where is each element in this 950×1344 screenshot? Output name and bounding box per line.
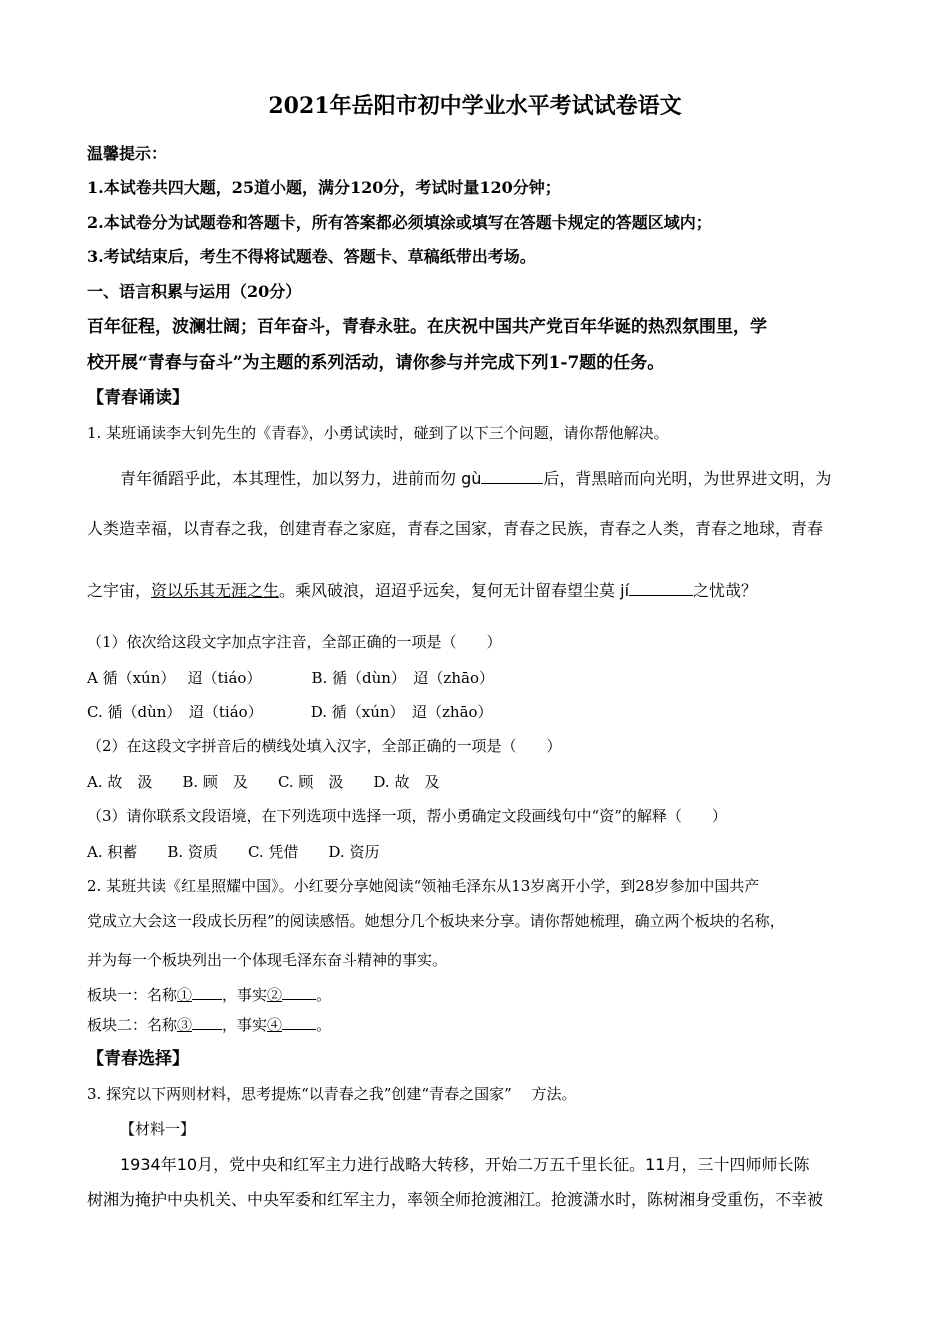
option-a: A 循（xún） 迢（tiáo） [87, 669, 262, 687]
part-heading-choice: 【青春选择】 [87, 1049, 189, 1069]
notice-item-1: 1.本试卷共四大题，25道小题，满分120分，考试时量120分钟； [87, 178, 561, 197]
sub-question-1-options-row-1 [87, 667, 494, 689]
sub-question-3-options [87, 841, 379, 863]
option-b: B. 循（dùn） 迢（zhāo） [311, 669, 494, 687]
section-heading: 一、语言积累与运用（20分） [87, 282, 302, 301]
option-a: A. 积蓄 [87, 843, 138, 861]
pinyin-blank-2 [629, 581, 693, 596]
passage-text: 后，背黑暗而向光明，为世界进文明，为 [543, 469, 832, 488]
block-text: ，事实 [222, 986, 268, 1004]
answer-number-4: ④ [267, 1016, 283, 1034]
block-2-answer-line [87, 1014, 331, 1036]
answer-blank-4 [282, 1015, 316, 1030]
block-end: 。 [316, 986, 332, 1004]
sub-question-2-options [87, 771, 439, 793]
passage-text: 之忧哉？ [693, 581, 758, 600]
part-heading-reading: 【青春诵读】 [87, 388, 189, 408]
material-1-label: 【材料一】 [120, 1120, 196, 1138]
block-label: 板块一：名称 [87, 986, 178, 1004]
material-1-line-2: 树湘为掩护中央机关、中央军委和红军主力，率领全师抢渡湘江。抢渡潇水时，陈树湘身受重伤，不幸被 [87, 1190, 824, 1209]
option-d: D. 资历 [328, 843, 380, 861]
underlined-sentence: 资以乐其无涯之生 [151, 581, 280, 600]
question-3-stem: 3. 探究以下两则材料，思考提炼“以青春之我”创建“青春之国家” 方法。 [87, 1085, 577, 1103]
block-1-answer-line [87, 984, 331, 1006]
answer-number-2: ② [267, 986, 283, 1004]
answer-blank-3 [192, 1015, 222, 1030]
passage-text: 之宇宙， [87, 581, 152, 600]
block-text: ，事实 [222, 1016, 268, 1034]
option-c: C. 顾 汲 [277, 773, 344, 791]
option-c: C. 循（dùn） 迢（tiáo） [87, 703, 263, 721]
exam-title: 2021年岳阳市初中学业水平考试试卷语文 [268, 93, 682, 119]
notice-item-3: 3.考试结束后，考生不得将试题卷、答题卡、草稿纸带出考场。 [87, 247, 536, 266]
question-2-line-1: 2. 某班共读《红星照耀中国》。小红要分享她阅读“领袖毛泽东从13岁离开小学，到28岁参加中国共产 [87, 877, 760, 895]
block-label: 板块二：名称 [87, 1016, 178, 1034]
block-end: 。 [316, 1016, 332, 1034]
answer-number-1: ① [177, 986, 193, 1004]
sub-question-1: （1）依次给这段文字加点字注音，全部正确的一项是（ ） [87, 633, 502, 651]
question-1-stem: 1. 某班诵读李大钊先生的《青春》，小勇试读时，碰到了以下三个问题，请你帮他解决。 [87, 424, 669, 442]
passage-line-2: 人类造幸福，以青春之我，创建青春之家庭，青春之国家，青春之民族，青春之人类，青春之地球，青春 [87, 519, 824, 538]
question-2-line-3: 并为每一个板块列出一个体现毛泽东奋斗精神的事实。 [87, 951, 448, 969]
sub-question-1-options-row-2 [87, 701, 493, 723]
answer-blank-2 [282, 985, 316, 1000]
option-b: B. 资质 [167, 843, 218, 861]
section-intro-line-2: 校开展“青春与奋斗”为主题的系列活动，请你参与并完成下列1-7题的任务。 [87, 353, 665, 373]
pinyin-blank-1 [481, 469, 543, 484]
passage-text: 青年循蹈乎此，本其理性，加以努力，进前而勿 gù [120, 469, 482, 488]
option-c: C. 凭借 [247, 843, 299, 861]
option-d: D. 循（xún） 迢（zhāo） [310, 703, 493, 721]
section-intro-line-1: 百年征程，波澜壮阔；百年奋斗，青春永驻。在庆祝中国共产党百年华诞的热烈氛围里，学 [87, 317, 767, 337]
question-2-line-2: 党成立大会这一段成长历程”的阅读感悟。她想分几个板块来分享。请你帮她梳理，确立两个板块的名称， [87, 912, 785, 930]
passage-line-3 [87, 580, 757, 602]
option-b: B. 顾 及 [182, 773, 248, 791]
passage-line-1 [120, 468, 831, 490]
notice-item-2: 2.本试卷分为试题卷和答题卡，所有答案都必须填涂或填写在答题卡规定的答题区域内； [87, 213, 712, 232]
answer-number-3: ③ [177, 1016, 193, 1034]
option-a: A. 故 汲 [87, 773, 153, 791]
material-1-line-1: 1934年10月，党中央和红军主力进行战略大转移，开始二万五千里长征。11月，三十四师师长陈 [120, 1155, 810, 1174]
sub-question-3: （3）请你联系文段语境，在下列选项中选择一项，帮小勇确定文段画线句中“资”的解释（ ） [87, 807, 727, 825]
option-d: D. 故 及 [373, 773, 440, 791]
passage-text: 。乘风破浪，迢迢乎远矣，复何无计留春望尘莫 jí [279, 581, 630, 600]
answer-blank-1 [192, 985, 222, 1000]
sub-question-2: （2）在这段文字拼音后的横线处填入汉字，全部正确的一项是（ ） [87, 737, 562, 755]
notice-heading: 温馨提示： [87, 144, 168, 163]
